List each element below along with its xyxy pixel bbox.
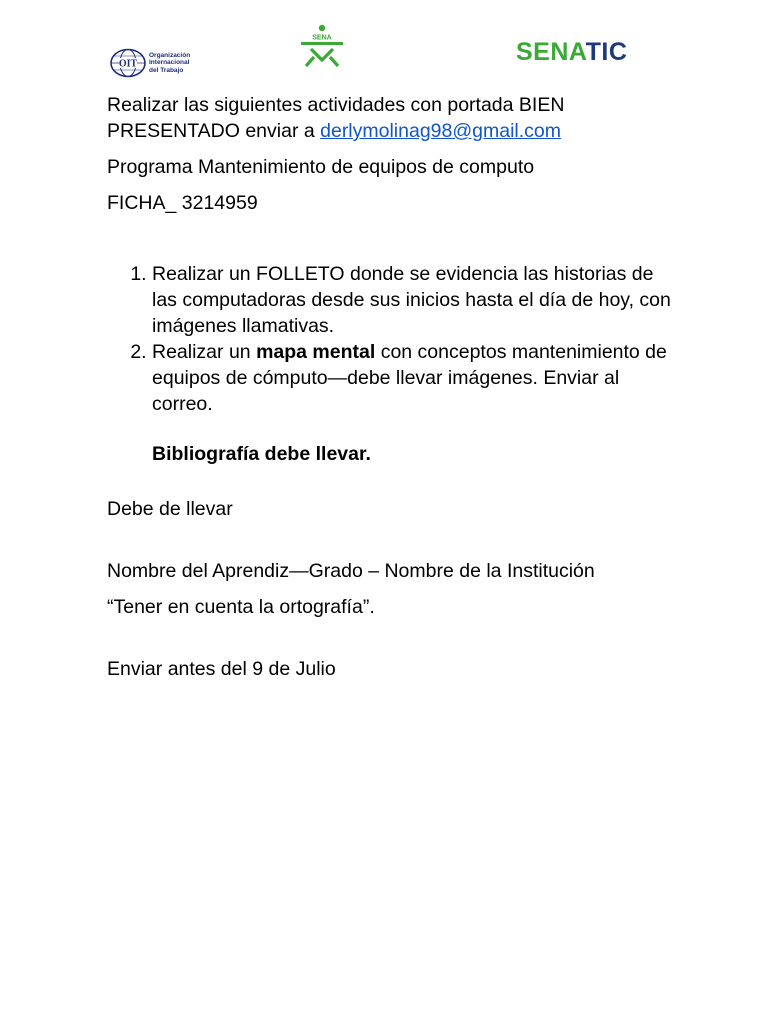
document-body (107, 92, 677, 682)
intro-paragraph (107, 92, 677, 144)
svg-text:SENA: SENA (312, 34, 332, 42)
sena-logo (297, 24, 347, 68)
activities-list (107, 261, 677, 417)
item2-text-end: con conceptos mantenimiento de equipos de cómputo—debe llevar imágenes. Enviar al correo. (152, 341, 667, 415)
bibliography-note: Bibliografía debe llevar. (152, 443, 371, 465)
ficha-line: FICHA_ 3214959 (107, 192, 258, 214)
oit-logo-text: Organización Internacional del Trabajo (149, 52, 191, 74)
item2-text-start: Realizar un (152, 341, 257, 363)
sena-logo-icon (297, 24, 347, 68)
email-link[interactable]: derlymolinag98@gmail.com (320, 120, 562, 142)
oit-logo (110, 46, 202, 80)
nombre-line: Nombre del Aprendiz—Grado – Nombre de la Institución (107, 560, 595, 582)
ortografia-line: “Tener en cuenta la ortografía”. (107, 596, 375, 618)
intro-text: Realizar las siguientes actividades con portada BIEN PRESENTADO enviar a (107, 94, 565, 142)
debe-line: Debe de llevar (107, 498, 233, 520)
item1-text: Realizar un FOLLETO donde se evidencia las historias de las computadoras desde sus inicios hasta el día de hoy, con imágenes llamativas. (152, 263, 671, 337)
oit-globe-icon (110, 48, 146, 78)
program-line: Programa Mantenimiento de equipos de computo (107, 156, 535, 178)
senatic-logo (516, 38, 627, 67)
svg-text:OIT: OIT (118, 58, 138, 70)
enviar-line: Enviar antes del 9 de Julio (107, 658, 336, 680)
senatic-logo-tic: TIC (585, 38, 628, 66)
list-item (152, 339, 677, 417)
item2-bold-text: mapa mental (256, 341, 376, 363)
list-item (152, 261, 677, 339)
senatic-logo-sena: SENA (516, 38, 586, 66)
